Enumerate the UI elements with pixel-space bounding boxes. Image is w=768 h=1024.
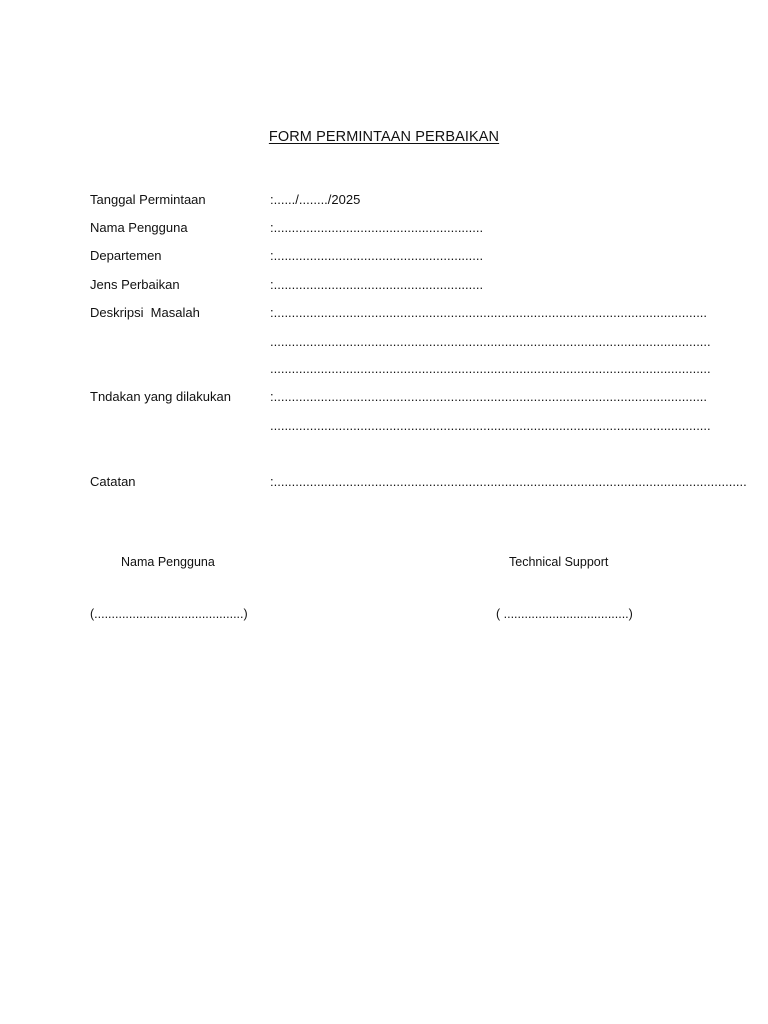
field-value-jenis-perbaikan: :.......................................................... (270, 277, 484, 292)
field-value-tindakan-line-1: :........................................................................................................................ (270, 389, 708, 404)
field-label-deskripsi-masalah: Deskripsi Masalah (90, 305, 200, 320)
field-label-departemen: Departemen (90, 248, 162, 263)
form-title-text: FORM PERMINTAAN PERBAIKAN (268, 129, 500, 145)
field-label-catatan: Catatan (90, 474, 136, 489)
field-value-deskripsi-line-2: .......................................................................................................................... (270, 334, 711, 349)
field-label-nama-pengguna: Nama Pengguna (90, 220, 188, 235)
form-title (0, 129, 768, 145)
field-value-deskripsi-line-1: :........................................................................................................................ (270, 305, 708, 320)
field-value-deskripsi-line-3: .......................................................................................................................... (270, 361, 711, 376)
field-value-tanggal: :....../......../2025 (270, 192, 361, 207)
signature-line-user: (...........................................) (90, 607, 248, 621)
field-label-tanggal: Tanggal Permintaan (90, 192, 206, 207)
field-value-tindakan-line-2: .......................................................................................................................... (270, 418, 711, 433)
field-label-jenis-perbaikan: Jens Perbaikan (90, 277, 180, 292)
field-value-nama-pengguna: :.......................................................... (270, 220, 484, 235)
field-label-tindakan: Tndakan yang dilakukan (90, 389, 231, 404)
field-value-catatan: :................................................................................................................................... (270, 474, 747, 489)
signature-label-user: Nama Pengguna (121, 555, 215, 569)
signature-label-technical-support: Technical Support (509, 555, 609, 569)
field-value-departemen: :.......................................................... (270, 248, 484, 263)
signature-line-technical-support: ( ....................................) (496, 607, 633, 621)
